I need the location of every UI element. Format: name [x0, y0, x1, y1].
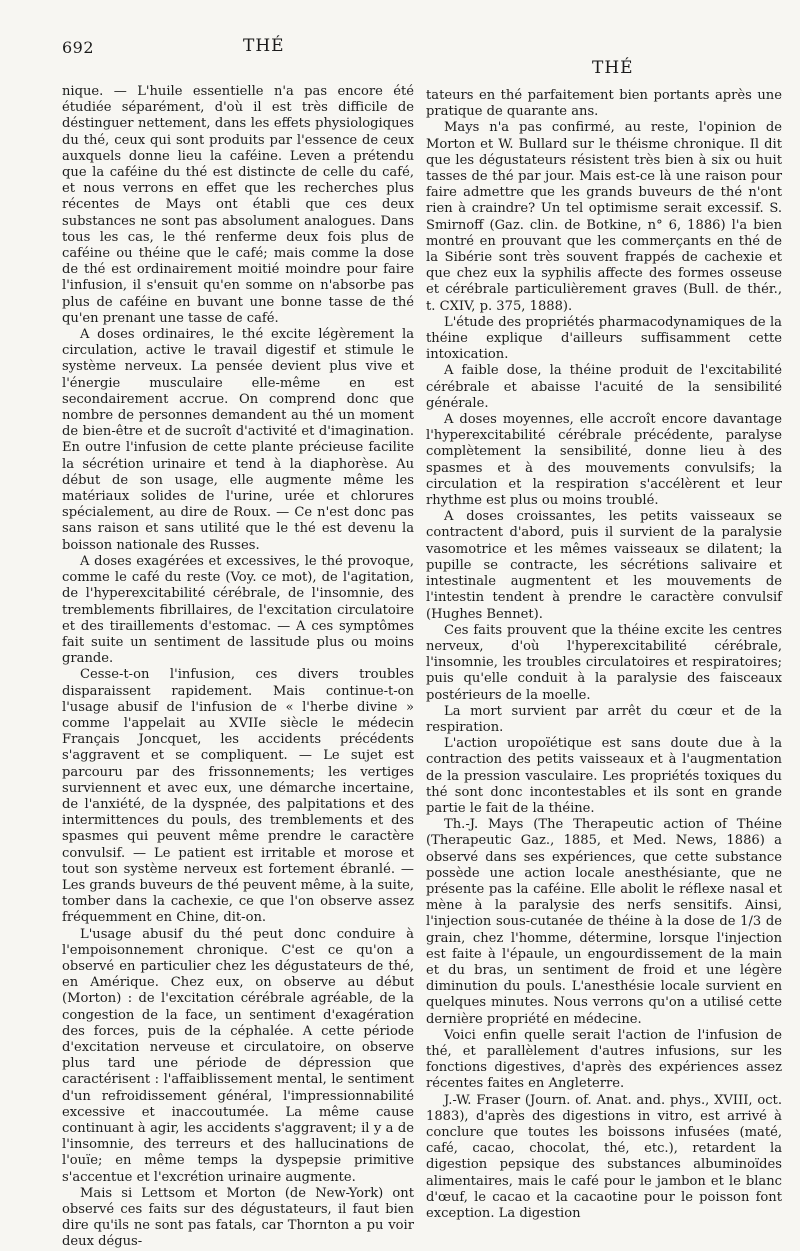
paragraph: A faible dose, la théine produit de l'excitabilité cérébrale et abaisse l'acuité de la sensibilité générale.: [426, 363, 782, 411]
paragraph: Th.-J. Mays (The Therapeutic action of Théine (Therapeutic Gaz., 1885, et Med. News, 1886) a observé dans ses expériences, que cette substance possède une action locale anesthésiante, que ne présente pas la caféine. Elle abolit le réflexe nasal et mène à la paralysie des nerfs sensitifs. Ainsi, l'injection sous-cutanée de théine à la dose de 1/3 de grain, chez l'homme, détermine, lorsque l'injection est faite à l'épaule, un engourdissement de la main et du bras, un sentiment de froid et une légère diminution du pouls. L'anesthésie locale survient en quelques minutes. Nous verrons qu'on a utilisé cette dernière propriété en médecine.: [426, 817, 782, 1027]
running-head-right: THÉ: [592, 58, 634, 78]
paragraph: L'usage abusif du thé peut donc conduire à l'empoisonnement chronique. C'est ce qu'on a observé en particulier chez les dégustateurs de thé, en Amérique. Chez eux, on observe au début (Morton) : de l'excitation cérébrale agréable, de la congestion de la face, un sentiment d'exagération des forces, puis de la céphalée. A cette période d'excitation nerveuse et circulatoire, on observe plus tard une période de dépression que caractérisent : l'affaiblissement mental, le sentiment d'un refroidissement général, l'impressionnabilité excessive et inaccoutumée. La même cause continuant à agir, les accidents s'aggravent; il y a de l'insomnie, des terreurs et des hallucinations de l'ouïe; en même temps la dyspepsie primitive s'accentue et l'excrétion urinaire augmente.: [62, 926, 414, 1185]
paragraph: nique. — L'huile essentielle n'a pas encore été étudiée séparément, d'où il est très difficile de déstinguer nettement, dans les effets physiologiques du thé, ceux qui sont produits par l'essence de ceux auxquels donne lieu la caféine. Leven a prétendu que la caféine du thé est distincte de celle du café, et nous verrons en effet que les recherches plus récentes de Mays ont établi que ces deux substances ne sont pas absolument analogues. Dans tous les cas, le thé renferme deux fois plus de caféine ou théine que le café; mais comme la dose de thé est ordinairement moitié moindre pour faire l'infusion, il s'ensuit qu'en somme on n'absorbe pas plus de caféine en buvant une bonne tasse de thé qu'en prenant une tasse de café.: [62, 84, 414, 326]
paragraph: L'étude des propriétés pharmacodynamiques de la théine explique d'ailleurs suffisamment cette intoxication.: [426, 314, 782, 363]
paragraph: Cesse-t-on l'infusion, ces divers troubles disparaissent rapidement. Mais continue-t-on l'usage abusif de l'infusion de « l'herbe divine » comme l'appelait au XVIIe siècle le médecin Français Joncquet, les accidents précédents s'aggravent et se compliquent. — Le sujet est parcouru par des frissonnements; les vertiges surviennent et avec eux, une démarche incertaine, de l'anxiété, de la dyspnée, des palpitations et des intermittences du pouls, des tremblements et des spasmes qui peuvent même prendre le caractère convulsif. — Le patient est irritable et morose et tout son système nerveux est fortement ébranlé. — Les grands buveurs de thé peuvent même, à la suite, tomber dans la cachexie, ce que l'on observe assez fréquemment en Chine, dit-on.: [62, 667, 414, 926]
running-head-left: THÉ: [243, 36, 285, 56]
right-column: [426, 88, 782, 1222]
paragraph: A doses ordinaires, le thé excite légèrement la circulation, active le travail digestif et stimule le système nerveux. La pensée devient plus vive et l'énergie musculaire elle-même en est secondairement accrue. On comprend donc que nombre de personnes demandent au thé un moment de bien-être et de sucroît d'activité et d'imagination. En outre l'infusion de cette plante précieuse facilite la sécrétion urinaire et tend à la diaphorèse. Au début de son usage, elle augmente même les matériaux solides de l'urine, urée et chlorures spécialement, au dire de Roux. — Ce n'est donc pas sans raison et sans utilité que le thé est devenu la boisson nationale des Russes.: [62, 327, 414, 553]
left-column: [62, 84, 414, 1251]
paragraph: L'action uropoïétique est sans doute due à la contraction des petits vaisseaux et à l'augmentation de la pression vasculaire. Les propriétés toxiques du thé sont donc incontestables et ils sont en grande partie le fait de la théine.: [426, 736, 782, 816]
paragraph: Ces faits prouvent que la théine excite les centres nerveux, d'où l'hyperexcitabilité cérébrale, l'insomnie, les troubles circulatoires et respiratoires; puis qu'elle conduit à la paralysie des faisceaux postérieurs de la moelle.: [426, 622, 782, 703]
paragraph: Voici enfin quelle serait l'action de l'infusion de thé, et parallèlement d'autres infusions, sur les fonctions digestives, d'après des expériences assez récentes faites en Angleterre.: [426, 1027, 782, 1092]
paragraph: La mort survient par arrêt du cœur et de la respiration.: [426, 703, 782, 735]
paragraph: Mais si Lettsom et Morton (de New-York) ont observé ces faits sur des dégustateurs, il faut bien dire qu'ils ne sont pas fatals, car Thornton a pu voir deux dégus-: [62, 1185, 414, 1250]
paragraph: tateurs en thé parfaitement bien portants après une pratique de quarante ans.: [426, 88, 782, 120]
paragraph: A doses moyennes, elle accroît encore davantage l'hyperexcitabilité cérébrale précédente, paralyse complètement la sensibilité, donne lieu à des spasmes et à des mouvements convulsifs; la circulation et la respiration s'accélèrent et leur rhythme est plus ou moins troublé.: [426, 412, 782, 509]
paragraph: A doses exagérées et excessives, le thé provoque, comme le café du reste (Voy. ce mot), de l'agitation, de l'hyperexcitabilité cérébrale, de l'insomnie, des tremblements fibrillaires, de l'excitation circulatoire et des tiraillements d'estomac. — A ces symptômes fait suite un sentiment de lassitude plus ou moins grande.: [62, 553, 414, 667]
paragraph: J.-W. Fraser (Journ. of. Anat. and. phys., XVIII, oct. 1883), d'après des digestions in vitro, est arrivé à conclure que toutes les boissons infusées (maté, café, cacao, chocolat, thé, etc.), retardent la digestion pepsique des substances albuminoïdes alimentaires, mais le café pour le jambon et le blanc d'œuf, le cacao et la cacaotine pour le poisson font exception. La digestion: [426, 1092, 782, 1222]
paragraph: Mays n'a pas confirmé, au reste, l'opinion de Morton et W. Bullard sur le théisme chronique. Il dit que les dégustateurs résistent très bien à six ou huit tasses de thé par jour. Mais est-ce là une raison pour faire admettre que les grands buveurs de thé n'ont rien à craindre? Un tel optimisme serait excessif. S. Smirnoff (Gaz. clin. de Botkine, n° 6, 1886) l'a bien montré en prouvant que les commerçants en thé de la Sibérie sont très souvent frappés de cachexie et que chez eux la syphilis affecte des formes osseuse et cérébrale particulièrement graves (Bull. de thér., t. CXIV, p. 375, 1888).: [426, 120, 782, 314]
paragraph: A doses croissantes, les petits vaisseaux se contractent d'abord, puis il survient de la paralysie vasomotrice et les mêmes vaisseaux se dilatent; la pupille se contracte, les sécrétions salivaire et intestinale augmentent et les mouvements de l'intestin tendent à prendre le caractère convulsif (Hughes Bennet).: [426, 509, 782, 622]
page-number: 692: [62, 38, 95, 57]
